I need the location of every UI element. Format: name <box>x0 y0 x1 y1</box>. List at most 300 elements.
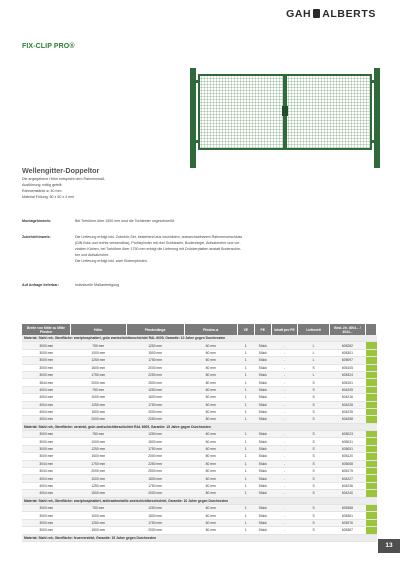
table-cell: 80 mm <box>184 371 237 378</box>
brand-name-left: GAH <box>286 8 312 20</box>
table-cell: 1 <box>237 431 254 438</box>
table-cell: 1000 mm <box>70 394 126 401</box>
color-swatch-icon <box>366 409 377 415</box>
table-cell: 1 <box>237 482 254 489</box>
table-cell: 1 <box>237 468 254 475</box>
note-line: Die Lieferung erfolgt inkl. Zubehör-Set, bestehend aus verzinktem, auswechselbarem Rahmenverschluss <box>75 235 243 239</box>
table-cell: 4004 mm <box>22 401 70 408</box>
table-cell: 4004 mm <box>22 386 70 393</box>
table-cell: 605151 <box>329 379 365 386</box>
table-cell: 1 <box>237 512 254 519</box>
table-cell: 1 <box>237 504 254 511</box>
table-cell: 1 <box>237 453 254 460</box>
cart-icon[interactable] <box>366 357 377 364</box>
color-swatch-icon <box>366 527 377 533</box>
table-cell: 605387 <box>329 527 365 534</box>
cart-icon[interactable] <box>366 475 377 482</box>
intro-line: Die angegebene Höhe entspricht dem Rahmenmaß. <box>22 177 106 181</box>
note-line: ber und Aufsatzrohre. <box>75 253 110 257</box>
note-key: Auf Anfrage lieferbar: <box>22 283 59 287</box>
table-row <box>22 460 377 467</box>
table-cell: 60 mm <box>184 482 237 489</box>
table-cell: 750 mm <box>70 431 126 438</box>
table-cell: 60 mm <box>184 445 237 452</box>
table-cell: 1750 mm <box>70 371 126 378</box>
table-cell: 1250 mm <box>70 519 126 526</box>
table-cell: - <box>271 445 298 452</box>
color-swatch-icon <box>366 446 377 452</box>
table-cell: 60 mm <box>184 431 237 438</box>
table-header-row <box>22 324 377 335</box>
section-title: FIX-CLIP PRO® <box>22 43 75 50</box>
table-cell: Stück <box>254 512 271 519</box>
table-row <box>22 386 377 393</box>
table-cell: S <box>298 416 329 423</box>
table-cell: 1500 mm <box>70 453 126 460</box>
table-cell: 80 mm <box>184 527 237 534</box>
table-cell: - <box>271 438 298 445</box>
table-cell: 60 mm <box>184 519 237 526</box>
table-cell: 4004 mm <box>22 416 70 423</box>
table-cell: 80 mm <box>184 460 237 467</box>
table-cell: - <box>271 386 298 393</box>
table-cell: 2000 mm <box>70 379 126 386</box>
header-swatch <box>366 324 377 335</box>
table-cell: - <box>271 527 298 534</box>
table-cell: - <box>271 460 298 467</box>
table-cell: 605376 <box>329 519 365 526</box>
product-title: Wellengitter-Doppeltor <box>22 166 100 175</box>
table-row <box>22 431 377 438</box>
table-cell: 1 <box>237 460 254 467</box>
note-value <box>75 282 360 288</box>
table-row <box>22 504 377 511</box>
table-cell: 1500 mm <box>126 349 184 356</box>
table-cell: 60 mm <box>184 438 237 445</box>
table-row <box>22 512 377 519</box>
table-cell: 1 <box>237 371 254 378</box>
table-cell: 60 mm <box>184 475 237 482</box>
cart-icon[interactable] <box>366 504 377 511</box>
table-cell: S <box>298 379 329 386</box>
table-cell: 605361 <box>329 512 365 519</box>
table-cell: 1500 mm <box>126 512 184 519</box>
color-swatch-icon <box>366 512 377 518</box>
header-hoehe: Höhe <box>70 324 126 335</box>
table-cell: 80 mm <box>184 408 237 415</box>
header-pe: PE <box>254 324 271 335</box>
table-cell: - <box>271 349 298 356</box>
color-swatch-icon <box>366 365 377 371</box>
table-cell: Stück <box>254 357 271 364</box>
table-cell: 605324 <box>329 371 365 378</box>
cart-icon[interactable] <box>366 482 377 489</box>
table-cell: S <box>298 468 329 475</box>
table-cell: S <box>298 445 329 452</box>
table-cell: 604228 <box>329 401 365 408</box>
table-cell: Stück <box>254 504 271 511</box>
cart-icon[interactable] <box>366 379 377 386</box>
color-swatch-icon <box>366 387 377 393</box>
table-cell: Stück <box>254 460 271 467</box>
table-cell: 1750 mm <box>126 482 184 489</box>
group-label: Material: Stahl roh, Oberfläche: zweiphosphatiert, grün zweischichtbeschichtet RAL 6005, Garantie: 10 Jahre gegen Durchrosten <box>22 335 377 342</box>
table-group-row <box>22 497 377 504</box>
cart-icon[interactable] <box>366 371 377 378</box>
note-line: Die Lieferung erfolgt inkl. zwei Klobenpfosten. <box>75 259 148 263</box>
color-swatch-icon <box>366 357 377 363</box>
note-zubehoer <box>22 234 382 268</box>
table-cell: 1000 mm <box>70 349 126 356</box>
table-cell: 750 mm <box>70 504 126 511</box>
color-swatch-icon <box>366 483 377 489</box>
table-cell: 1 <box>237 416 254 423</box>
table-cell: 80 mm <box>184 379 237 386</box>
table-cell: - <box>271 504 298 511</box>
table-cell: 604236 <box>329 482 365 489</box>
table-row <box>22 394 377 401</box>
table-cell: Stück <box>254 416 271 423</box>
table-cell: S <box>298 408 329 415</box>
table-cell: 1 <box>237 408 254 415</box>
table-cell: 2250 mm <box>126 460 184 467</box>
table-cell: 60 mm <box>184 386 237 393</box>
table-cell: - <box>271 468 298 475</box>
table-cell: 4004 mm <box>22 408 70 415</box>
note-key: Montagehinweis: <box>22 219 52 223</box>
table-cell: 605301 <box>329 349 365 356</box>
table-cell: 3044 mm <box>22 468 70 475</box>
table-cell: 3000 mm <box>22 431 70 438</box>
color-swatch-icon <box>366 342 377 348</box>
table-cell: 80 mm <box>184 468 237 475</box>
table-cell: S <box>298 460 329 467</box>
table-cell: 750 mm <box>70 342 126 349</box>
table-row <box>22 468 377 475</box>
table-cell: 1750 mm <box>126 519 184 526</box>
table-cell: - <box>271 401 298 408</box>
table-cell: Stück <box>254 468 271 475</box>
table-cell: 1250 mm <box>126 342 184 349</box>
table-cell: 60 mm <box>184 504 237 511</box>
cart-icon[interactable] <box>366 527 377 534</box>
header-lieferzeit: Lieferzeit <box>298 324 329 335</box>
intro-line: Material Füllung: 50 x 50 x 4 mm <box>22 195 75 199</box>
table-cell: 4004 mm <box>22 475 70 482</box>
table-cell: 2000 mm <box>126 364 184 371</box>
cart-icon[interactable] <box>366 512 377 519</box>
table-cell: 605282 <box>329 342 365 349</box>
cart-icon[interactable] <box>366 490 377 497</box>
table-cell: - <box>271 394 298 401</box>
table-cell: 1000 mm <box>70 512 126 519</box>
table-cell: 1500 mm <box>126 394 184 401</box>
table-cell: - <box>271 475 298 482</box>
cart-icon[interactable] <box>366 431 377 438</box>
table-cell: 3544 mm <box>22 379 70 386</box>
table-group-row <box>22 534 377 541</box>
table-cell: Stück <box>254 349 271 356</box>
note-line: Individuelle Maßanfertigung <box>75 283 120 287</box>
table-cell: 605051 <box>329 445 365 452</box>
table-row <box>22 475 377 482</box>
table-cell: Stück <box>254 431 271 438</box>
table-cell: S <box>298 475 329 482</box>
table-cell: 2000 mm <box>126 453 184 460</box>
table-cell: 1 <box>237 342 254 349</box>
table-cell: S <box>298 512 329 519</box>
table-cell: 3000 mm <box>22 364 70 371</box>
product-table <box>22 324 377 542</box>
table-cell: Stück <box>254 342 271 349</box>
table-cell: - <box>271 482 298 489</box>
cart-icon[interactable] <box>366 460 377 467</box>
table-cell: 1750 mm <box>126 445 184 452</box>
table-row <box>22 342 377 349</box>
table-cell: Stück <box>254 527 271 534</box>
header-ve: VE <box>237 324 254 335</box>
header-pfostenlaenge: Pfostenlänge <box>126 324 184 335</box>
table-cell: - <box>271 519 298 526</box>
table-cell: 1 <box>237 349 254 356</box>
table-cell: 3044 mm <box>22 460 70 467</box>
note-value <box>75 234 360 264</box>
table-cell: S <box>298 394 329 401</box>
table-cell: 3000 mm <box>22 519 70 526</box>
table-cell: 1 <box>237 357 254 364</box>
cart-icon[interactable] <box>366 468 377 475</box>
header-breite: Breite von Mitte zu Mitte Pfosten <box>22 324 70 335</box>
color-swatch-icon <box>366 416 377 422</box>
color-swatch-icon <box>366 402 377 408</box>
table-cell: 60 mm <box>184 394 237 401</box>
table-cell: 605105 <box>329 364 365 371</box>
table-cell: S <box>298 519 329 526</box>
table-row <box>22 349 377 356</box>
color-swatch-icon <box>366 394 377 400</box>
table-cell: 1250 mm <box>70 401 126 408</box>
table-cell: Stück <box>254 482 271 489</box>
table-cell: 1750 mm <box>126 357 184 364</box>
table-cell: Stück <box>254 408 271 415</box>
table-cell: Stück <box>254 371 271 378</box>
table-cell: 1 <box>237 445 254 452</box>
table-cell: 3000 mm <box>22 504 70 511</box>
cart-icon[interactable] <box>366 394 377 401</box>
table-row <box>22 401 377 408</box>
group-label: Material: Stahl roh, Oberfläche: zweiphosphatiert, anthrazitmetallic zweischichtbeschichtet, Garantie: 10 Jahre gegen Durchrosten <box>22 497 377 504</box>
table-cell: 1 <box>237 364 254 371</box>
table-cell: S <box>298 490 329 497</box>
table-group-row <box>22 335 377 342</box>
table-cell: 604227 <box>329 475 365 482</box>
cart-icon[interactable] <box>366 342 377 349</box>
table-row <box>22 527 377 534</box>
table-cell: 80 mm <box>184 490 237 497</box>
table-group-row <box>22 423 377 430</box>
table-cell: S <box>298 438 329 445</box>
table-cell: Stück <box>254 519 271 526</box>
header-pfosten-durchmesser: Pfosten-ø <box>184 324 237 335</box>
table-cell: - <box>271 379 298 386</box>
gate-leaf-left <box>199 75 284 149</box>
table-cell: 3000 mm <box>22 527 70 534</box>
cart-icon[interactable] <box>366 386 377 393</box>
color-swatch-icon <box>366 461 377 467</box>
color-swatch-icon <box>366 490 377 496</box>
table-cell: Stück <box>254 379 271 386</box>
table-cell: 3000 mm <box>22 371 70 378</box>
table-cell: Stück <box>254 386 271 393</box>
table-cell: 604258 <box>329 416 365 423</box>
table-body <box>22 335 377 541</box>
table-cell: 80 mm <box>184 364 237 371</box>
note-value <box>75 218 360 224</box>
cart-icon[interactable] <box>366 438 377 445</box>
table-cell: 1 <box>237 527 254 534</box>
table-cell: - <box>271 357 298 364</box>
table-cell: - <box>271 371 298 378</box>
table-cell: 2250 mm <box>126 371 184 378</box>
table-row <box>22 371 377 378</box>
table-cell: 2000 mm <box>70 416 126 423</box>
table-cell: 3000 mm <box>22 349 70 356</box>
table-cell: 1 <box>237 386 254 393</box>
group-label: Material: Stahl roh, Oberfläche: verzinkt, grün zweischichtbeschichtet RAL 6005, Garantie: 15 Jahre gegen Durchrosten <box>22 423 377 430</box>
table-cell: 4004 mm <box>22 490 70 497</box>
table-cell: L <box>298 371 329 378</box>
table-row <box>22 416 377 423</box>
color-swatch-icon <box>366 438 377 444</box>
table-cell: Stück <box>254 364 271 371</box>
table-cell: - <box>271 416 298 423</box>
table-cell: 1000 mm <box>70 475 126 482</box>
table-cell: 80 mm <box>184 416 237 423</box>
table-cell: 2500 mm <box>126 468 184 475</box>
table-cell: 1750 mm <box>126 401 184 408</box>
color-swatch-icon <box>366 520 377 526</box>
table-cell: 1750 mm <box>70 460 126 467</box>
table-cell: 1250 mm <box>70 357 126 364</box>
table-cell: Stück <box>254 475 271 482</box>
table-cell: S <box>298 504 329 511</box>
table-cell: 2500 mm <box>126 379 184 386</box>
brand-logo <box>286 8 376 20</box>
table-row <box>22 490 377 497</box>
table-row <box>22 519 377 526</box>
table-cell: S <box>298 527 329 534</box>
table-cell: S <box>298 364 329 371</box>
table-cell: - <box>271 408 298 415</box>
table-cell: 1000 mm <box>70 438 126 445</box>
table-cell: 3000 mm <box>22 438 70 445</box>
table-cell: 2000 mm <box>70 468 126 475</box>
table-cell: 605175 <box>329 468 365 475</box>
table-cell: - <box>271 364 298 371</box>
color-swatch-icon <box>366 453 377 459</box>
table-cell: 4004 mm <box>22 394 70 401</box>
table-row <box>22 482 377 489</box>
header-inhalt: Inhalt pro PE <box>271 324 298 335</box>
table-cell: - <box>271 431 298 438</box>
note-line: (DIN links und rechts verwendbar), Profilzylinder mit drei Schlüsseln, Bodenriegel, Aufsatzrohre und ver- <box>75 241 241 245</box>
table-cell: 1 <box>237 519 254 526</box>
table-row <box>22 453 377 460</box>
table-cell: L <box>298 357 329 364</box>
table-cell: 1500 mm <box>126 475 184 482</box>
cart-icon[interactable] <box>366 364 377 371</box>
cart-icon[interactable] <box>366 445 377 452</box>
table-cell: L <box>298 342 329 349</box>
note-line: Bei Torhöhen über 1500 mm sind die Torbänder ungeschweißt. <box>75 219 175 223</box>
header-best-nr: Best.-Nr. 4004... / 4044... <box>329 324 365 335</box>
color-swatch-icon <box>366 350 377 356</box>
table-cell: 1 <box>237 394 254 401</box>
table-row <box>22 357 377 364</box>
cart-icon[interactable] <box>366 349 377 356</box>
intro-line: Ausführung: mittig geteilt <box>22 183 62 187</box>
table-cell: 605097 <box>329 357 365 364</box>
table-cell: 2000 mm <box>126 527 184 534</box>
cart-icon[interactable] <box>366 416 377 423</box>
color-swatch-icon <box>366 475 377 481</box>
table-cell: 1 <box>237 490 254 497</box>
table-cell: 604235 <box>329 408 365 415</box>
table-cell: S <box>298 386 329 393</box>
table-cell: 1500 mm <box>70 527 126 534</box>
table-cell: - <box>271 342 298 349</box>
table-cell: 1 <box>237 475 254 482</box>
table-cell: S <box>298 431 329 438</box>
table-cell: 1 <box>237 438 254 445</box>
table-cell: 3000 mm <box>22 445 70 452</box>
table-cell: 60 mm <box>184 342 237 349</box>
table-cell: 1250 mm <box>70 482 126 489</box>
brand-name-right: ALBERTS <box>322 8 376 20</box>
color-swatch-icon <box>366 505 377 511</box>
cart-icon[interactable] <box>366 453 377 460</box>
table-cell: 1500 mm <box>70 408 126 415</box>
table-cell: 1500 mm <box>126 438 184 445</box>
table-cell: 60 mm <box>184 512 237 519</box>
table-cell: 3000 mm <box>22 453 70 460</box>
cart-icon[interactable] <box>366 408 377 415</box>
color-swatch-icon <box>366 379 377 385</box>
table-cell: S <box>298 401 329 408</box>
cart-icon[interactable] <box>366 401 377 408</box>
table-cell: Stück <box>254 445 271 452</box>
table-cell: 604240 <box>329 490 365 497</box>
cart-icon[interactable] <box>366 519 377 526</box>
gate-post-right <box>374 68 380 168</box>
table-cell: 1500 mm <box>70 364 126 371</box>
table-cell: 1250 mm <box>126 386 184 393</box>
table-row <box>22 445 377 452</box>
note-montage <box>22 218 382 226</box>
table-cell: S <box>298 453 329 460</box>
table-cell: L <box>298 349 329 356</box>
table-cell: S <box>298 482 329 489</box>
table-cell: 2250 mm <box>126 416 184 423</box>
intro-block <box>22 176 105 200</box>
gate-post-left <box>190 68 196 168</box>
table-cell: Stück <box>254 394 271 401</box>
color-swatch-icon <box>366 372 377 378</box>
table-cell: 2000 mm <box>126 490 184 497</box>
table-cell: 60 mm <box>184 401 237 408</box>
note-anfrage <box>22 282 382 290</box>
table-cell: 3000 mm <box>22 512 70 519</box>
